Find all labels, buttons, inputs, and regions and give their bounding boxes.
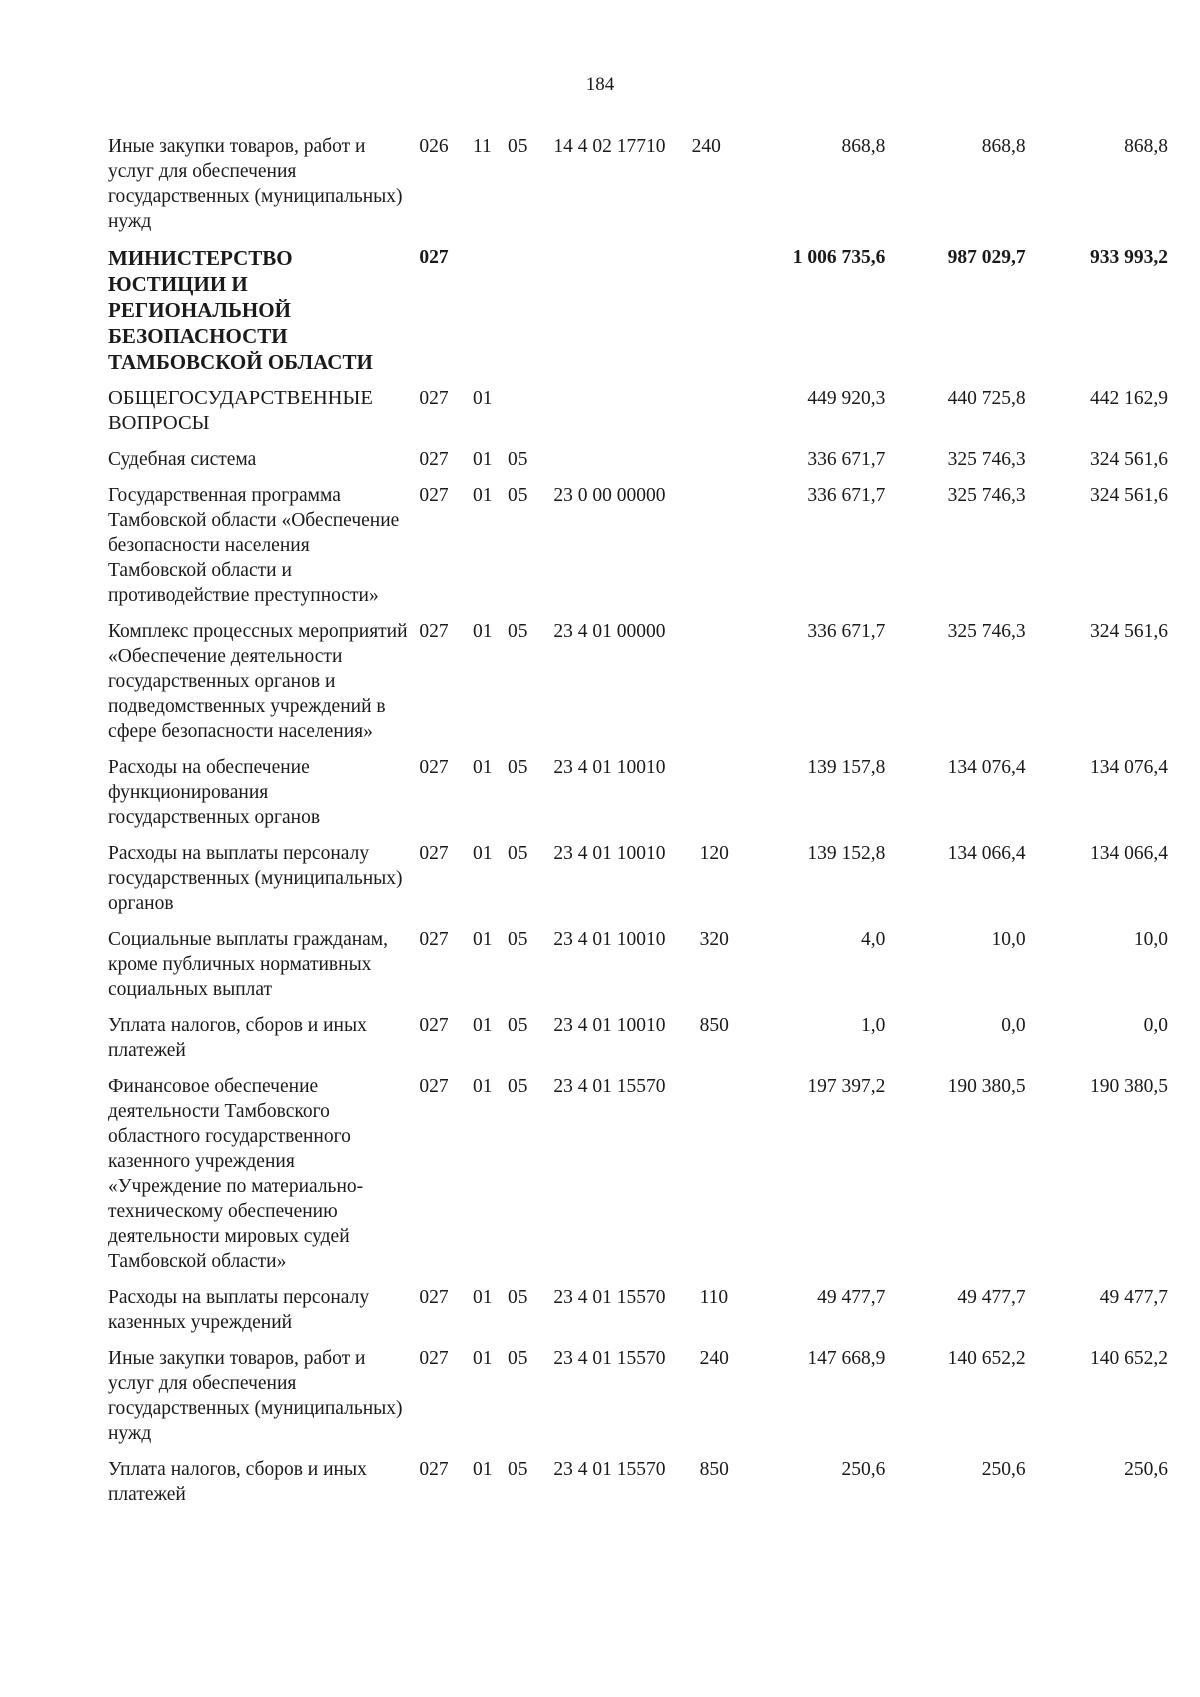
row-rz [473, 245, 508, 386]
row-amount-2: 134 066,4 [947, 843, 1026, 864]
row-amount-1: 336 671,7 [807, 485, 886, 506]
row-pr [508, 386, 553, 447]
row-vr [692, 619, 744, 755]
row-rz: 01 [473, 485, 493, 506]
budget-row-purchases-026 [108, 134, 1168, 245]
row-name: Расходы на обеспечение функционирования государственных органов [108, 757, 321, 828]
row-amount-3: 442 162,9 [1090, 388, 1168, 409]
row-name: Судебная система [108, 449, 257, 470]
row-name: Расходы на выплаты персоналу казенных учреждений [108, 1287, 370, 1333]
row-vr: 240 [691, 136, 721, 157]
row-rz: 01 [473, 1076, 493, 1097]
row-pr: 05 [508, 136, 528, 157]
row-grbs: 027 [419, 449, 449, 470]
row-amount-1: 336 671,7 [807, 449, 886, 470]
row-name: Государственная программа Тамбовской области «Обеспечение безопасности населения Тамбовской области и противодействие преступности» [108, 485, 400, 606]
row-name: Уплата налогов, сборов и иных платежей [108, 1015, 367, 1061]
row-csr: 23 4 01 15570 [553, 1459, 666, 1480]
row-pr [508, 245, 553, 386]
row-name: ОБЩЕГОСУДАРСТВЕННЫЕ ВОПРОСЫ [108, 387, 373, 434]
row-name: Комплекс процессных мероприятий «Обеспечение деятельности государственных органов и подведомственных учреждений в сфере безопасности населения» [108, 621, 408, 742]
row-pr: 05 [508, 1015, 528, 1036]
row-amount-3: 324 561,6 [1090, 485, 1168, 506]
budget-row-judicial-system [108, 447, 1168, 483]
row-grbs: 027 [419, 388, 449, 409]
row-csr [553, 245, 691, 386]
row-vr: 320 [699, 929, 729, 950]
budget-row-staff-payments-120 [108, 841, 1168, 927]
row-amount-1: 449 920,3 [807, 388, 886, 409]
budget-table [108, 134, 1168, 1518]
row-amount-3: 868,8 [1124, 136, 1168, 157]
budget-row-taxes-850-institution [108, 1457, 1168, 1518]
row-vr [692, 245, 744, 386]
row-amount-2: 325 746,3 [947, 449, 1026, 470]
row-csr: 23 4 01 15570 [553, 1287, 666, 1308]
row-amount-1: 197 397,2 [807, 1076, 886, 1097]
row-csr: 14 4 02 17710 [553, 136, 666, 157]
row-csr [553, 386, 691, 447]
row-name: Финансовое обеспечение деятельности Тамбовского областного государственного казенного учреждения «Учреждение по материально-техническому обеспечению деятельности мировых судей Тамбовской области» [108, 1076, 364, 1272]
budget-row-purchases-240 [108, 1346, 1168, 1457]
row-csr: 23 4 01 15570 [553, 1348, 666, 1369]
row-amount-1: 139 157,8 [807, 757, 886, 778]
row-amount-3: 10,0 [1133, 929, 1168, 950]
row-amount-2: 325 746,3 [947, 485, 1026, 506]
row-vr: 110 [699, 1287, 729, 1308]
budget-row-social-payments-320 [108, 927, 1168, 1013]
row-vr: 850 [699, 1459, 729, 1480]
row-csr: 23 4 01 10010 [553, 757, 666, 778]
row-rz: 01 [473, 929, 493, 950]
budget-row-ministry [108, 245, 1168, 386]
row-amount-2: 140 652,2 [947, 1348, 1026, 1369]
row-rz: 01 [473, 621, 493, 642]
budget-row-state-bodies-expenses [108, 755, 1168, 841]
budget-row-general-questions [108, 386, 1168, 447]
row-name: Иные закупки товаров, работ и услуг для обеспечения государственных (муниципальных) нужд [108, 136, 403, 232]
budget-row-taxes-850 [108, 1013, 1168, 1074]
row-rz: 01 [473, 843, 493, 864]
row-grbs: 027 [419, 757, 449, 778]
budget-row-staff-payments-110 [108, 1285, 1168, 1346]
row-amount-1: 250,6 [841, 1459, 886, 1480]
row-rz: 01 [473, 757, 493, 778]
row-amount-1: 147 668,9 [807, 1348, 886, 1369]
row-pr: 05 [508, 1348, 528, 1369]
row-amount-1: 4,0 [861, 929, 886, 950]
row-amount-2: 325 746,3 [947, 621, 1026, 642]
row-rz: 01 [473, 449, 493, 470]
row-amount-2: 10,0 [991, 929, 1026, 950]
budget-row-state-program [108, 483, 1168, 619]
row-amount-1: 868,8 [841, 136, 886, 157]
row-amount-1: 139 152,8 [807, 843, 886, 864]
row-amount-3: 134 076,4 [1090, 757, 1168, 778]
row-amount-2: 868,8 [981, 136, 1026, 157]
row-pr: 05 [508, 1459, 528, 1480]
row-pr: 05 [508, 843, 528, 864]
row-vr [692, 447, 744, 483]
row-rz: 01 [473, 388, 493, 409]
row-vr [692, 483, 744, 619]
row-rz: 01 [473, 1287, 493, 1308]
row-grbs: 027 [419, 247, 449, 268]
row-csr [553, 447, 691, 483]
row-pr: 05 [508, 449, 528, 470]
row-grbs: 027 [419, 1348, 449, 1369]
row-amount-2: 440 725,8 [947, 388, 1026, 409]
row-grbs: 027 [419, 929, 449, 950]
row-pr: 05 [508, 485, 528, 506]
row-name: МИНИСТЕРСТВО ЮСТИЦИИ И РЕГИОНАЛЬНОЙ БЕЗОПАСНОСТИ ТАМБОВСКОЙ ОБЛАСТИ [108, 246, 373, 374]
budget-row-process-complex [108, 619, 1168, 755]
row-amount-3: 250,6 [1124, 1459, 1168, 1480]
row-csr: 23 4 01 00000 [553, 621, 666, 642]
row-pr: 05 [508, 929, 528, 950]
row-amount-2: 987 029,7 [947, 247, 1026, 268]
row-pr: 05 [508, 757, 528, 778]
page-number: 184 [585, 74, 615, 95]
row-vr [692, 386, 744, 447]
row-name: Уплата налогов, сборов и иных платежей [108, 1459, 367, 1505]
row-grbs: 027 [419, 843, 449, 864]
row-amount-1: 1 006 735,6 [792, 247, 886, 268]
row-name: Социальные выплаты гражданам, кроме публичных нормативных социальных выплат [108, 929, 389, 1000]
row-pr: 05 [508, 621, 528, 642]
row-amount-3: 190 380,5 [1090, 1076, 1168, 1097]
row-name: Иные закупки товаров, работ и услуг для обеспечения государственных (муниципальных) нужд [108, 1348, 403, 1444]
row-amount-2: 250,6 [981, 1459, 1026, 1480]
row-csr: 23 4 01 15570 [553, 1076, 666, 1097]
row-rz: 01 [473, 1015, 493, 1036]
row-csr: 23 4 01 10010 [553, 843, 666, 864]
row-amount-2: 190 380,5 [947, 1076, 1026, 1097]
row-amount-2: 134 076,4 [947, 757, 1026, 778]
row-amount-1: 49 477,7 [817, 1287, 886, 1308]
budget-row-financial-support-institution [108, 1074, 1168, 1285]
row-amount-3: 140 652,2 [1090, 1348, 1168, 1369]
row-amount-2: 0,0 [1001, 1015, 1026, 1036]
row-amount-2: 49 477,7 [957, 1287, 1026, 1308]
row-amount-3: 324 561,6 [1090, 621, 1168, 642]
row-pr: 05 [508, 1287, 528, 1308]
row-amount-3: 0,0 [1143, 1015, 1168, 1036]
row-csr: 23 4 01 10010 [553, 1015, 666, 1036]
row-vr [692, 755, 744, 841]
row-rz: 01 [473, 1459, 493, 1480]
row-amount-3: 49 477,7 [1099, 1287, 1168, 1308]
row-rz: 11 [473, 136, 492, 157]
row-grbs: 027 [419, 621, 449, 642]
row-rz: 01 [473, 1348, 493, 1369]
row-pr: 05 [508, 1076, 528, 1097]
row-grbs: 026 [419, 136, 449, 157]
row-vr: 240 [699, 1348, 729, 1369]
row-grbs: 027 [419, 1287, 449, 1308]
row-amount-3: 933 993,2 [1090, 247, 1168, 268]
row-grbs: 027 [419, 1015, 449, 1036]
row-vr [692, 1074, 744, 1285]
row-amount-3: 134 066,4 [1090, 843, 1168, 864]
row-csr: 23 4 01 10010 [553, 929, 666, 950]
row-name: Расходы на выплаты персоналу государственных (муниципальных) органов [108, 843, 403, 914]
row-csr: 23 0 00 00000 [553, 485, 666, 506]
row-amount-1: 336 671,7 [807, 621, 886, 642]
row-grbs: 027 [419, 1076, 449, 1097]
row-vr: 120 [699, 843, 729, 864]
row-amount-3: 324 561,6 [1090, 449, 1168, 470]
budget-rows [108, 134, 1168, 1518]
row-vr: 850 [699, 1015, 729, 1036]
row-grbs: 027 [419, 1459, 449, 1480]
row-amount-1: 1,0 [861, 1015, 886, 1036]
row-grbs: 027 [419, 485, 449, 506]
